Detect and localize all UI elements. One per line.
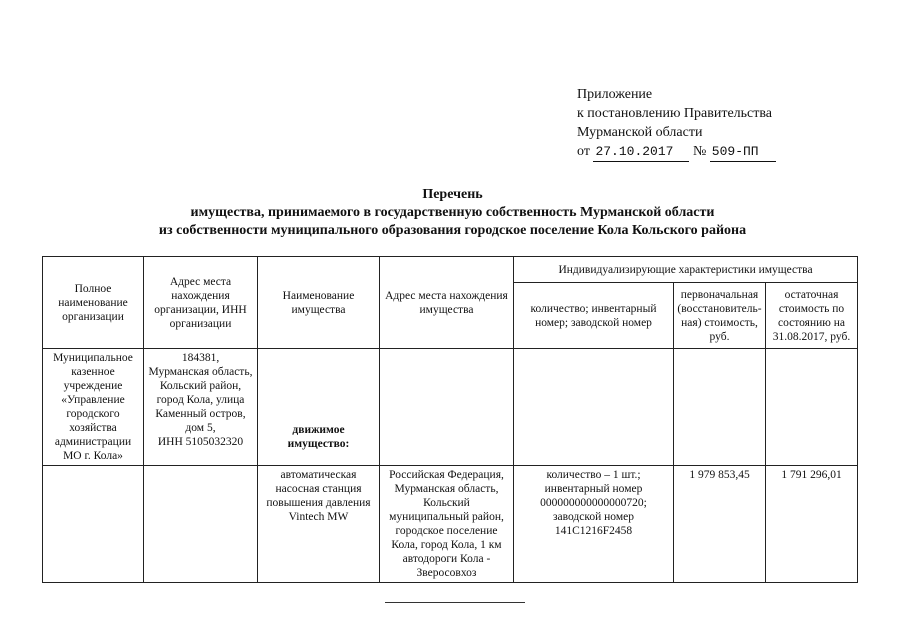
empty-cell bbox=[144, 466, 258, 583]
header-org-name: Полное наименование организации bbox=[43, 257, 144, 349]
appendix-date-line bbox=[577, 142, 776, 162]
appendix-line-1: Приложение bbox=[577, 87, 653, 102]
org-address: Мурманская область, Кольский район, город Кола, улица Каменный остров, дом 5, bbox=[148, 366, 253, 434]
item-quantity: количество – 1 шт.; bbox=[546, 469, 641, 481]
title-line-3: из собственности муниципального образования городское поселение Кола Кольского района bbox=[158, 223, 747, 238]
org-postcode: 184381, bbox=[181, 352, 220, 364]
header-initial-cost: первоначальная (восстановитель-ная) стоимость, руб. bbox=[674, 283, 766, 349]
item-name-cell: автоматическая насосная станция повышения давления Vintech MW bbox=[258, 466, 380, 583]
org-name-cell: Муниципальное казенное учреждение «Управление городского хозяйства администрации МО г. Кола» bbox=[43, 349, 144, 466]
header-row-1 bbox=[43, 257, 858, 283]
property-table bbox=[42, 256, 858, 583]
empty-cell bbox=[514, 349, 674, 466]
header-quantity: количество; инвентарный номер; заводской номер bbox=[514, 283, 674, 349]
appendix-line-3: Мурманской области bbox=[577, 125, 703, 140]
number-prefix: № bbox=[692, 144, 707, 159]
item-quantity-cell bbox=[514, 466, 674, 583]
item-inventory-number: 000000000000000720; bbox=[540, 497, 647, 509]
empty-cell bbox=[380, 349, 514, 466]
property-category-cell bbox=[258, 349, 380, 466]
property-category: движимое имущество: bbox=[287, 424, 350, 450]
org-address-cell bbox=[144, 349, 258, 466]
title-line-2: имущества, принимаемого в государственную собственность Мурманской области bbox=[190, 205, 715, 220]
title-line-1: Перечень bbox=[422, 187, 483, 202]
end-divider bbox=[385, 602, 525, 603]
appendix-block bbox=[577, 85, 776, 162]
appendix-line-2: к постановлению Правительства bbox=[577, 106, 773, 121]
date-prefix: от bbox=[577, 144, 590, 159]
table-row bbox=[43, 466, 858, 583]
empty-cell bbox=[43, 466, 144, 583]
header-characteristics: Индивидуализирующие характеристики имущества bbox=[514, 257, 858, 283]
decree-date: 27.10.2017 bbox=[593, 142, 689, 162]
header-residual-cost: остаточная стоимость по состоянию на 31.08.2017, руб. bbox=[766, 283, 858, 349]
item-address-cell: Российская Федерация, Мурманская область, Кольский муниципальный район, городское поселение Кола, город Кола, 1 км автодороги Кола - Зверосовхоз bbox=[380, 466, 514, 583]
item-serial-label: заводской номер bbox=[553, 511, 634, 523]
org-inn: ИНН 5105032320 bbox=[157, 436, 244, 448]
item-inventory-label: инвентарный номер bbox=[544, 483, 643, 495]
decree-number: 509-ПП bbox=[710, 142, 776, 162]
empty-cell bbox=[674, 349, 766, 466]
document-title bbox=[0, 186, 905, 240]
item-serial-number: 141C1216F2458 bbox=[554, 525, 633, 537]
table-row bbox=[43, 349, 858, 466]
header-property-name: Наименование имущества bbox=[258, 257, 380, 349]
header-property-address: Адрес места нахождения имущества bbox=[380, 257, 514, 349]
empty-cell bbox=[766, 349, 858, 466]
item-residual-cost: 1 791 296,01 bbox=[766, 466, 858, 583]
header-org-address: Адрес места нахождения организации, ИНН организации bbox=[144, 257, 258, 349]
item-initial-cost: 1 979 853,45 bbox=[674, 466, 766, 583]
